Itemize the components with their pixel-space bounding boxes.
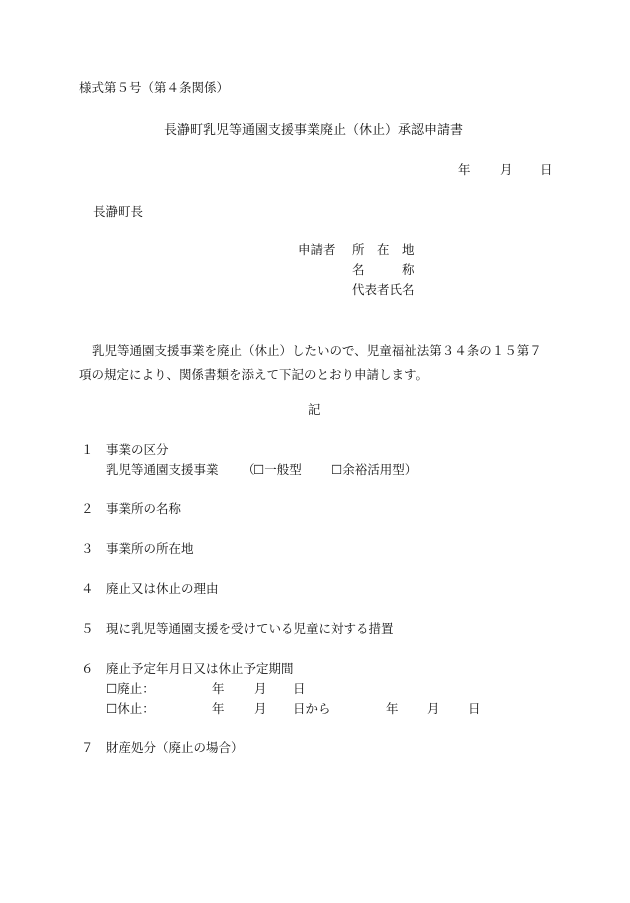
applicant-address-label: 所 在 地: [352, 242, 415, 257]
suspend-year: 年: [212, 701, 225, 716]
item-4-label: 廃止又は休止の理由: [106, 581, 219, 596]
document-title: 長瀞町乳児等通園支援事業廃止（休止）承認申請書: [164, 123, 464, 138]
suspend-end-day: 日: [468, 701, 481, 716]
item-6-label: 廃止予定年月日又は休止予定期間: [106, 661, 294, 676]
item-2-number: ２: [81, 501, 94, 516]
item-1-business-name: 乳児等通園支援事業: [106, 462, 219, 477]
suspend-day-from: 日から: [293, 701, 331, 716]
addressee: 長瀞町長: [93, 204, 144, 219]
item-3-number: ３: [81, 541, 94, 556]
date-year: 年: [458, 162, 471, 177]
item-1-number: １: [81, 442, 94, 457]
applicant-name-label: 名 称: [352, 262, 415, 277]
applicant-rep-label: 代表者氏名: [352, 282, 415, 297]
item-3-label: 事業所の所在地: [106, 541, 194, 556]
application-body: [79, 339, 551, 387]
item-1-open-paren: （: [242, 462, 255, 477]
abolish-month: 月: [254, 681, 267, 696]
suspend-month: 月: [254, 701, 267, 716]
item-7-number: ７: [81, 740, 94, 755]
ki-heading: 記: [308, 402, 321, 417]
form-number: 様式第５号（第４条関係）: [79, 80, 230, 95]
item-7-label: 財産処分（廃止の場合）: [106, 740, 244, 755]
application-body-text: 乳児等通園支援事業を廃止（休止）したいので、児童福祉法第３４条の１５第７項の規定により、関係書類を添えて下記のとおり申請します。: [79, 343, 542, 382]
option-general-type-checkbox[interactable]: ☐一般型: [253, 462, 302, 477]
abolish-year: 年: [212, 681, 225, 696]
suspend-checkbox[interactable]: ☐休止：: [106, 701, 155, 716]
abolish-day: 日: [293, 681, 306, 696]
option-surplus-type-checkbox[interactable]: ☐余裕活用型）: [331, 462, 418, 477]
item-2-label: 事業所の名称: [106, 501, 182, 516]
item-5-number: ５: [81, 621, 94, 636]
suspend-end-month: 月: [427, 701, 440, 716]
item-1-label: 事業の区分: [106, 442, 169, 457]
applicant-label: 申請者: [298, 242, 336, 257]
date-month: 月: [500, 162, 513, 177]
item-6-number: ６: [81, 661, 94, 676]
abolish-checkbox[interactable]: ☐廃止：: [106, 681, 155, 696]
date-day: 日: [540, 162, 553, 177]
suspend-end-year: 年: [386, 701, 399, 716]
item-5-label: 現に乳児等通園支援を受けている児童に対する措置: [106, 621, 394, 636]
item-4-number: ４: [81, 581, 94, 596]
